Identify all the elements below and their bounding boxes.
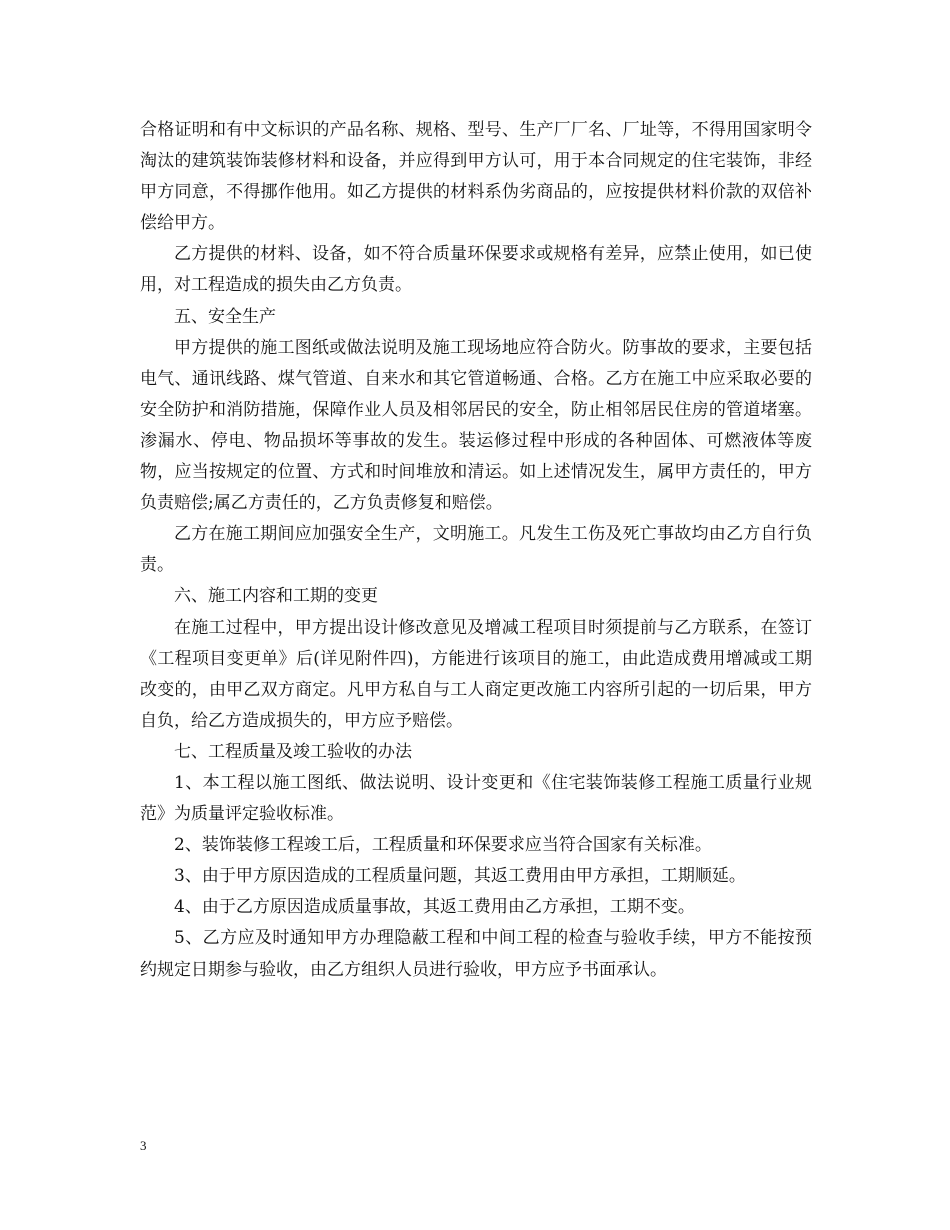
page-number: 3: [140, 1138, 147, 1153]
list-item: 4、由于乙方原因造成质量事故，其返工费用由乙方承担，工期不变。: [174, 897, 695, 918]
list-item: 1、本工程以施工图纸、做法说明、设计变更和《住宅装饰装修工程施工质量行业规范》为质量评定验收标准。: [140, 772, 812, 825]
document-body: [140, 115, 812, 986]
list-item: 3、由于甲方原因造成的工程质量问题，其返工费用由甲方承担，工期顺延。: [174, 866, 746, 887]
section-heading: 七、工程质量及竣工验收的办法: [174, 741, 412, 762]
paragraph: 乙方提供的材料、设备，如不符合质量环保要求或规格有差异，应禁止使用，如已使用，对工程造成的损失由乙方负责。: [140, 244, 812, 296]
paragraph: 合格证明和有中文标识的产品名称、规格、型号、生产厂厂名、厂址等，不得用国家明令淘汰的建筑装饰装修材料和设备，并应得到甲方认可，用于本合同规定的住宅装饰，非经甲方同意，不得挪作他用。如乙方提供的材料系伪劣商品的，应按提供材料价款的双倍补偿给甲方。: [140, 120, 812, 234]
paragraph: 甲方提供的施工图纸或做法说明及施工现场地应符合防火。防事故的要求，主要包括电气、通讯线路、煤气管道、自来水和其它管道畅通、合格。乙方在施工中应采取必要的安全防护和消防措施，保障作业人员及相邻居民的安全，防止相邻居民住房的管道堵塞。渗漏水、停电、物品损坏等事故的发生。装运修过程中形成的各种固体、可燃液体等废物，应当按规定的位置、方式和时间堆放和清运。如上述情况发生，属甲方责任的，甲方负责赔偿;属乙方责任的，乙方负责修复和赔偿。: [140, 337, 812, 514]
list-item: 5、乙方应及时通知甲方办理隐蔽工程和中间工程的检查与验收手续，甲方不能按预约规定日期参与验收，由乙方组织人员进行验收，甲方应予书面承认。: [140, 928, 812, 980]
paragraph: 在施工过程中，甲方提出设计修改意见及增减工程项目时须提前与乙方联系，在签订《工程项目变更单》后(详见附件四)，方能进行该项目的施工，由此造成费用增减或工期改变的，由甲乙双方商定。凡甲方私自与工人商定更改施工内容所引起的一切后果，甲方自负，给乙方造成损失的，甲方应予赔偿。: [140, 617, 812, 731]
list-item: 2、装饰装修工程竣工后，工程质量和环保要求应当符合国家有关标准。: [174, 835, 712, 856]
section-heading: 六、施工内容和工期的变更: [174, 586, 378, 607]
paragraph: 乙方在施工期间应加强安全生产，文明施工。凡发生工伤及死亡事故均由乙方自行负责。: [140, 524, 812, 576]
section-heading: 五、安全生产: [174, 306, 276, 327]
